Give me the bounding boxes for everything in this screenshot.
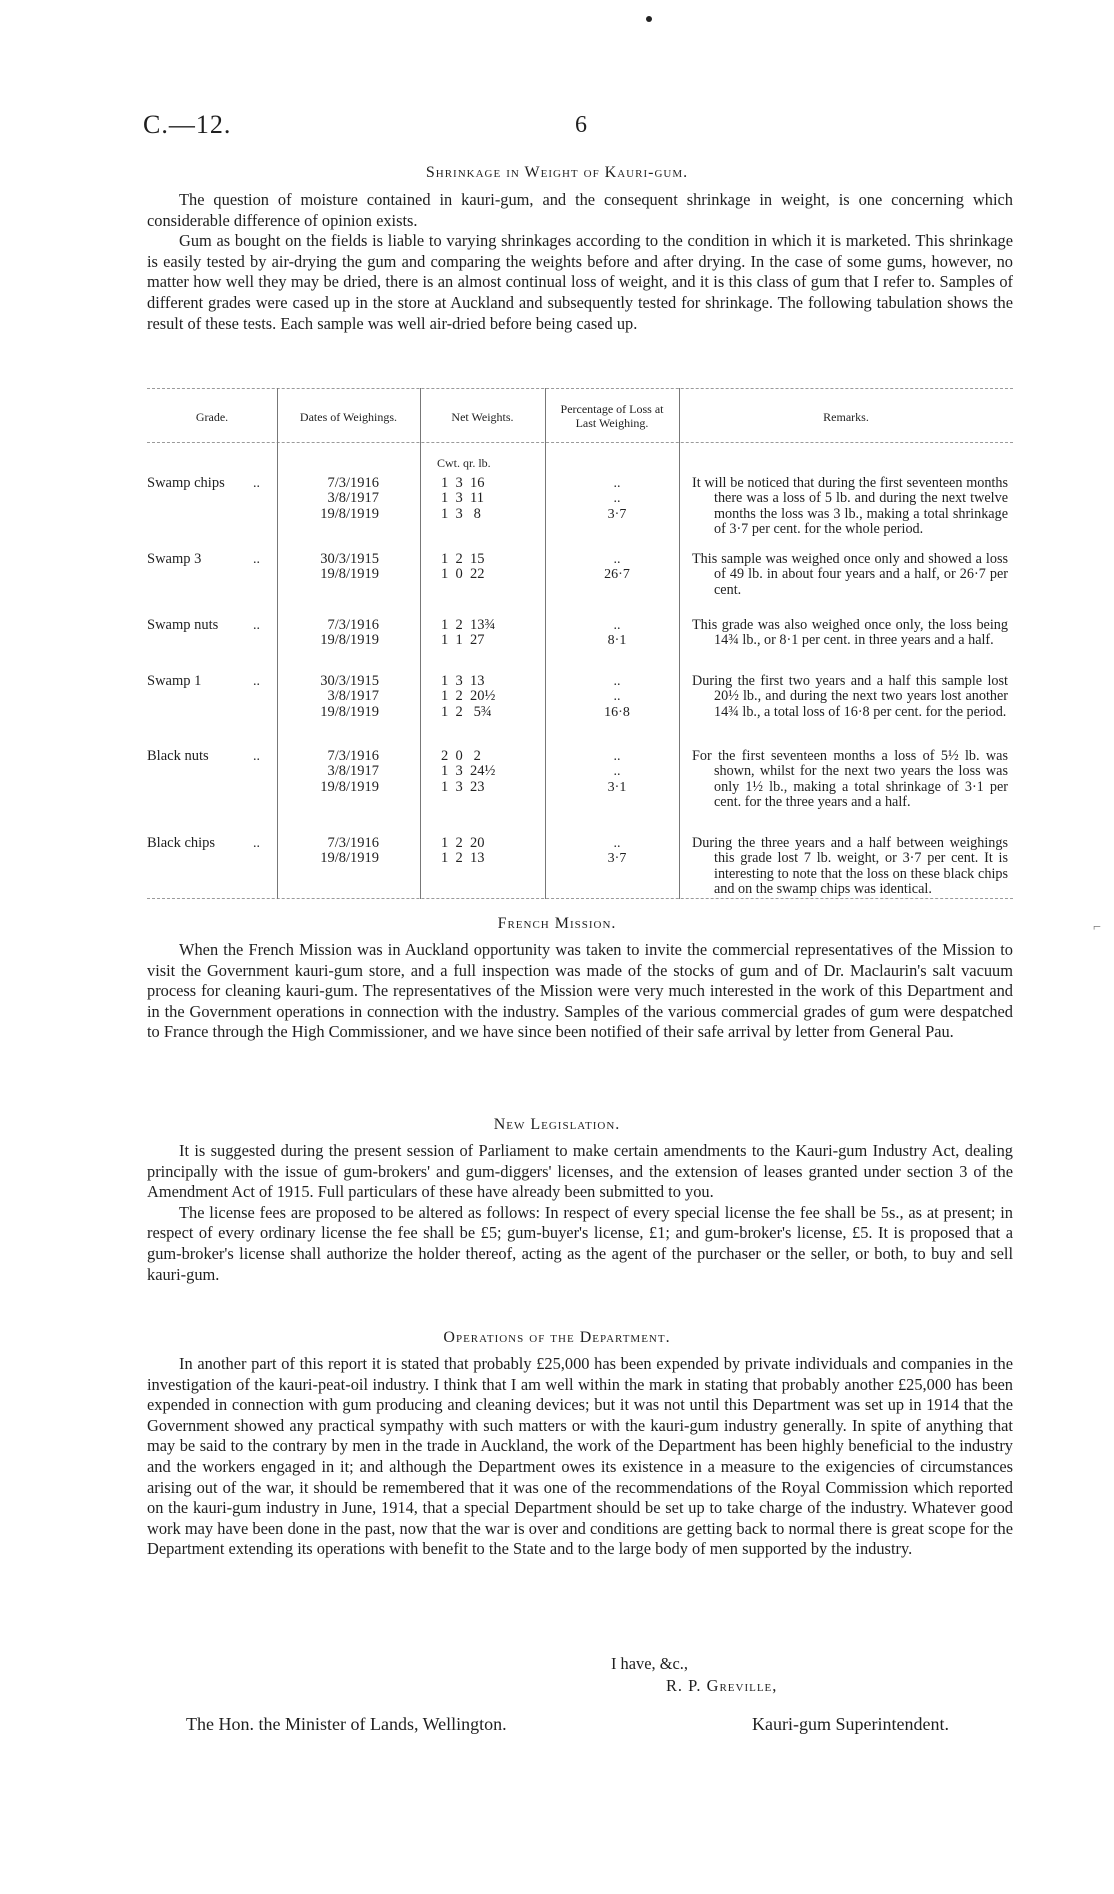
- shrinkage-table: [147, 388, 1013, 899]
- section-heading-operations: Operations of the Department.: [443, 1329, 671, 1346]
- date-cell: 19/8/1919: [320, 505, 379, 522]
- loss-cell: ..: [613, 552, 621, 567]
- shrinkage-text: [147, 190, 1013, 334]
- report-reference: C.—12.: [143, 110, 232, 139]
- column-header-loss: Percentage of Loss at Last Weighing.: [560, 402, 664, 430]
- remarks-cell: [692, 836, 1008, 897]
- remarks-text: This grade was also weighed once only, the loss being 14¾ lb., or 8·1 per cent. in three years and a half.: [692, 617, 1008, 649]
- date-cell: 7/3/1916: [327, 748, 379, 764]
- weight-cell: 1 3 16: [441, 475, 485, 491]
- section-heading-new-legislation: New Legislation.: [493, 1116, 621, 1133]
- ink-dot: [646, 16, 652, 22]
- paragraph: It is suggested during the present session of Parliament to make certain amendments to the Kauri-gum Industry Act, dealing principally with the issue of gum-brokers' and gum-diggers' licenses, and the extension of leases granted under section 3 of the Amendment Act of 1915. Full particulars of these have already been submitted to you.: [147, 1141, 1013, 1202]
- weight-cell: 1 1 27: [441, 632, 485, 649]
- date-cell: 30/3/1915: [320, 551, 379, 567]
- date-cell: 7/3/1916: [327, 835, 379, 851]
- signatory-name: R. P. Greville,: [666, 1676, 778, 1695]
- paragraph: The license fees are proposed to be altered as follows: In respect of every special license the fee shall be 5s., as at present; in respect of every ordinary license the fee shall be £5; gum-buyer's license, £1; and gum-broker's license, £5. It is proposed that a gum-broker's license shall authorize the holder thereof, acting as the agent of the purchaser or the seller, or both, to buy and sell kauri-gum.: [147, 1202, 1013, 1284]
- operations-text: [147, 1354, 1013, 1560]
- date-cell: 19/8/1919: [320, 850, 379, 867]
- weight-cell: 1 2 5¾: [441, 703, 492, 720]
- loss-cell: ..: [613, 764, 621, 780]
- loss-cell: ..: [613, 674, 621, 689]
- new-legislation-text: [147, 1141, 1013, 1285]
- section-heading-french-mission: French Mission.: [497, 915, 617, 932]
- weight-cell: 1 2 20: [441, 835, 485, 851]
- addressee: The Hon. the Minister of Lands, Wellington.: [186, 1714, 507, 1734]
- weight-cell: 1 2 13¾: [441, 617, 496, 633]
- date-cell: 3/8/1917: [327, 763, 379, 780]
- date-cell: 7/3/1916: [327, 617, 379, 633]
- page-number: 6: [575, 112, 587, 138]
- loss-cell: 3·7: [607, 851, 627, 867]
- column-divider: [545, 388, 546, 899]
- leader-dots: ..: [253, 476, 260, 491]
- weight-cell: 1 2 15: [441, 551, 485, 567]
- weight-cell: 2 0 2: [441, 748, 481, 764]
- remarks-text: This sample was weighed once only and showed a loss of 49 lb. in about four years and a half, or 26·7 per cent.: [692, 551, 1008, 598]
- grade-cell: Black nuts: [147, 748, 209, 764]
- column-divider: [679, 388, 680, 899]
- remarks-cell: [692, 749, 1008, 810]
- grade-cell: Swamp nuts: [147, 617, 219, 633]
- column-header-weights: Net Weights.: [451, 410, 514, 424]
- weight-cell: 1 3 11: [441, 490, 484, 507]
- remarks-text: It will be noticed that during the first seventeen months there was a loss of 5 lb. and during the next twelve months the loss was 3 lb., making a total shrinkage of 3·7 per cent. for the whole period.: [692, 475, 1008, 537]
- closing-line: I have, &c.,: [611, 1654, 688, 1673]
- grade-cell: Black chips: [147, 835, 216, 851]
- weight-units: Cwt. qr. lb.: [437, 456, 491, 470]
- date-cell: 3/8/1917: [327, 688, 379, 705]
- loss-cell: 26·7: [604, 567, 630, 583]
- signatory-title: Kauri-gum Superintendent.: [752, 1714, 949, 1734]
- weight-cell: 1 3 23: [441, 778, 485, 795]
- loss-cell: 8·1: [607, 633, 627, 649]
- loss-cell: 3·7: [607, 506, 627, 522]
- loss-cell: ..: [613, 491, 621, 507]
- weight-cell: 1 0 22: [441, 566, 485, 583]
- grade-cell: Swamp chips: [147, 475, 225, 491]
- date-cell: 19/8/1919: [320, 703, 379, 720]
- loss-cell: ..: [613, 749, 621, 764]
- weight-cell: 1 2 20½: [441, 688, 496, 705]
- remarks-cell: [692, 552, 1008, 598]
- loss-cell: ..: [613, 618, 621, 633]
- loss-cell: ..: [613, 476, 621, 491]
- leader-dots: ..: [253, 836, 260, 851]
- paragraph: The question of moisture contained in kauri-gum, and the consequent shrinkage in weight, is one concerning which considerable difference of opinion exists.: [147, 190, 1013, 230]
- remarks-text: For the first seventeen months a loss of 5½ lb. was shown, whilst for the next two years the loss was only 1½ lb., making a total shrinkage of 3·1 per cent. for the three years and a half.: [692, 748, 1008, 810]
- loss-cell: 3·1: [607, 779, 627, 795]
- remarks-cell: [692, 618, 1008, 649]
- remarks-cell: [692, 476, 1008, 537]
- loss-cell: 16·8: [604, 704, 630, 720]
- paragraph: Gum as bought on the fields is liable to varying shrinkages according to the condition in which it is marketed. This shrinkage is easily tested by air-drying the gum and comparing the weights before and after drying. In the case of some gums, however, no matter how well they may be dried, there is an almost continual loss of weight, and it is this class of gum that I refer to. Samples of different grades were cased up in the store at Auckland and subsequently tested for shrinkage. The following tabulation shows the result of these tests. Each sample was well air-dried before being cased up.: [147, 231, 1013, 333]
- section-heading-shrinkage: Shrinkage in Weight of Kauri-gum.: [425, 164, 689, 181]
- weight-cell: 1 2 13: [441, 850, 485, 867]
- leader-dots: ..: [253, 552, 260, 567]
- weight-cell: 1 3 8: [441, 505, 481, 522]
- date-cell: 30/3/1915: [320, 673, 379, 689]
- grade-cell: Swamp 3: [147, 551, 202, 567]
- paragraph: In another part of this report it is stated that probably £25,000 has been expended by private individuals and companies in the investigation of the kauri-peat-oil industry. I think that I am well within the mark in stating that probably another £25,000 has been expended in connection with gum producing and cleaning devices; but it was not until this Department was set up in 1914 that the Government showed any practical sympathy with such matters or with the kauri-gum industry generally. In spite of anything that may be said to the contrary by men in the trade in Auckland, the work of the Department has been highly beneficial to the industry and the workers engaged in it; and although the Department owes its existence in a measure to the exigencies of circumstances arising out of the war, it should be remembered that it was one of the recommendations of the Royal Commission which reported on the kauri-gum industry in June, 1914, that a special Department should be set up to take charge of the industry. Whatever good work may have been done in the past, now that the war is over and conditions are getting back to normal there is great scope for the Department extending its operations with benefit to the State and to the large body of men supported by the industry.: [147, 1354, 1013, 1559]
- date-cell: 19/8/1919: [320, 632, 379, 649]
- margin-mark: ⌐: [1093, 920, 1101, 935]
- leader-dots: ..: [253, 749, 260, 764]
- column-header-dates: Dates of Weighings.: [299, 410, 398, 424]
- remarks-cell: [692, 674, 1008, 720]
- date-cell: 19/8/1919: [320, 566, 379, 583]
- column-header-remarks: Remarks.: [823, 410, 869, 424]
- leader-dots: ..: [253, 618, 260, 633]
- date-cell: 19/8/1919: [320, 778, 379, 795]
- grade-cell: Swamp 1: [147, 673, 202, 689]
- french-mission-text: [147, 940, 1013, 1043]
- weight-cell: 1 3 13: [441, 673, 485, 689]
- date-cell: 7/3/1916: [327, 475, 379, 491]
- column-divider: [277, 388, 278, 899]
- loss-cell: ..: [613, 836, 621, 851]
- leader-dots: ..: [253, 674, 260, 689]
- column-header-grade: Grade.: [195, 410, 229, 424]
- date-cell: 3/8/1917: [327, 490, 379, 507]
- remarks-text: During the three years and a half between weighings this grade lost 7 lb. weight, or 3·7 per cent. It is interesting to note that the loss on these black chips and on the swamp chips was identical.: [692, 835, 1008, 897]
- remarks-text: During the first two years and a half this sample lost 20½ lb., and during the next two years lost another 14¾ lb., a total loss of 16·8 per cent. for the period.: [692, 673, 1008, 720]
- column-divider: [420, 388, 421, 899]
- weight-cell: 1 3 24½: [441, 763, 496, 780]
- paragraph: When the French Mission was in Auckland opportunity was taken to invite the commercial representatives of the Mission to visit the Government kauri-gum store, and a full inspection was made of the stocks of gum and of Dr. Maclaurin's salt vacuum process for cleaning kauri-gum. The representatives of the Mission were very much interested in the work of this Department and in the Government operations in connection with the industry. Samples of the various commercial grades of gum were despatched to France through the High Commissioner, and we have since been notified of their safe arrival by letter from General Pau.: [147, 940, 1013, 1042]
- loss-cell: ..: [613, 689, 621, 705]
